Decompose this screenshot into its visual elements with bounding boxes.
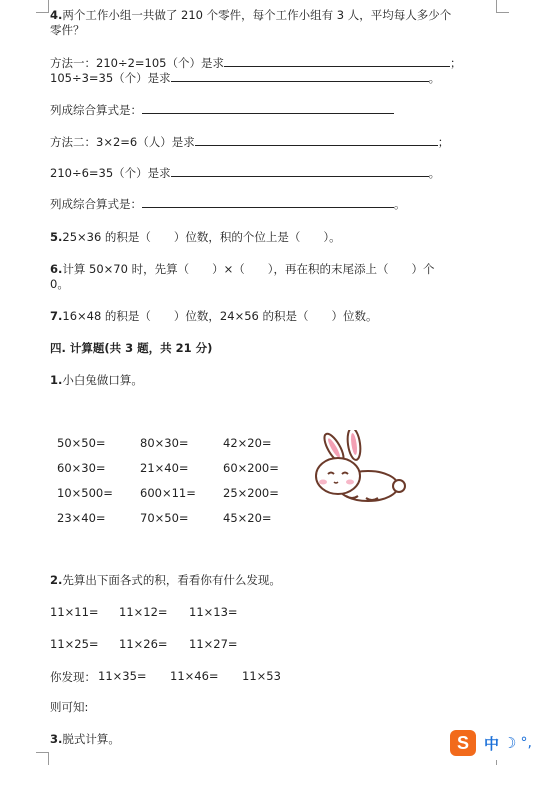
q4-method2b-blank[interactable] <box>171 166 429 177</box>
c3-heading <box>50 732 120 747</box>
q4-combined1-blank[interactable] <box>142 103 394 114</box>
q4-method2a <box>50 135 449 150</box>
mental-math-item: 10×500= <box>57 486 113 500</box>
product-item: 11×46= <box>170 669 219 683</box>
corner-mark-top-right <box>496 0 509 13</box>
q7 <box>50 309 378 324</box>
q4-method1b <box>50 71 440 86</box>
q4-method2a-blank[interactable] <box>195 135 438 146</box>
q7-number: 7. <box>50 309 63 323</box>
q4-line2: 零件？ <box>50 23 85 37</box>
mental-math-item: 23×40= <box>57 511 106 525</box>
q5 <box>50 230 341 245</box>
ime-mode-toggle[interactable]: 中 <box>484 734 500 753</box>
ime-punctuation-icon[interactable]: °, <box>520 735 532 751</box>
q6-line2: 0。 <box>50 277 69 291</box>
mental-math-item: 600×11= <box>140 486 196 500</box>
ime-halfwidth-icon[interactable]: ☽ <box>503 734 517 752</box>
q4-text-line1: 两个工作小组一共做了 210 个零件，每个工作小组有 3 人，平均每人多少个 <box>62 8 452 22</box>
q6-text-line1: 计算 50×70 时，先算（ ）×（ ），再在积的末尾添上（ ）个 <box>62 262 435 276</box>
q4-method2b-end: 。 <box>428 166 441 180</box>
q4-method1b-blank[interactable] <box>171 71 429 82</box>
q6-number: 6. <box>50 262 63 276</box>
ime-toolbar[interactable] <box>450 726 548 760</box>
q7-text: 16×48 的积是（ ）位数，24×56 的积是（ ）位数。 <box>62 309 378 323</box>
c2-number: 2. <box>50 573 63 587</box>
q4-method2a-end: ； <box>437 135 450 149</box>
q4-method2b <box>50 166 440 181</box>
c1-heading <box>50 373 143 388</box>
q5-text: 25×36 的积是（ ）位数，积的个位上是（ ）。 <box>62 230 341 244</box>
discover-label: 你发现： <box>50 670 96 684</box>
q4-line1 <box>50 8 451 23</box>
q4-combined1-label: 列成综合算式是： <box>50 103 142 117</box>
product-item: 11×25= <box>50 637 99 651</box>
q4-method1b-end: 。 <box>428 71 441 85</box>
q4-method2b-text: 210÷6=35（个）是求 <box>50 166 171 180</box>
mental-math-item: 60×30= <box>57 461 106 475</box>
c3-title: 脱式计算。 <box>62 732 120 746</box>
c1-title: 小白兔做口算。 <box>62 373 143 387</box>
q5-number: 5. <box>50 230 63 244</box>
q4-combined2-blank[interactable] <box>142 197 394 208</box>
section4-title: 四. 计算题(共 3 题，共 21 分) <box>50 341 213 355</box>
product-item: 11×26= <box>119 637 168 651</box>
product-item: 11×35= <box>98 669 147 683</box>
corner-mark-top-left <box>36 0 49 13</box>
mental-math-item: 80×30= <box>140 436 189 450</box>
product-item: 11×53 <box>242 669 281 683</box>
rabbit-illustration <box>306 430 406 506</box>
q4-combined2 <box>50 197 406 212</box>
product-item: 11×11= <box>50 605 99 619</box>
q4-combined2-end: 。 <box>394 197 406 211</box>
q4-method1a-end: ； <box>450 56 462 70</box>
c2-title: 先算出下面各式的积，看看你有什么发现。 <box>62 573 281 587</box>
mental-math-item: 42×20= <box>223 436 272 450</box>
conclusion-label: 则可知: <box>50 700 89 714</box>
q4-combined1 <box>50 103 394 118</box>
ime-logo-icon[interactable]: S <box>450 730 476 756</box>
q4-method1b-text: 105÷3=35（个）是求 <box>50 71 171 85</box>
q4-number: 4. <box>50 8 63 22</box>
q4-method1a-blank[interactable] <box>224 56 450 67</box>
q4-combined2-label: 列成综合算式是： <box>50 197 142 211</box>
q4-method1a <box>50 56 462 71</box>
c1-number: 1. <box>50 373 63 387</box>
c3-number: 3. <box>50 732 63 746</box>
q4-method1a-text: 方法一：210÷2=105（个）是求 <box>50 56 224 70</box>
q4-method2a-text: 方法二：3×2=6（人）是求 <box>50 135 195 149</box>
corner-mark-bottom-left <box>36 752 49 765</box>
product-item: 11×27= <box>189 637 238 651</box>
product-item: 11×13= <box>189 605 238 619</box>
mental-math-item: 25×200= <box>223 486 279 500</box>
c2-heading <box>50 573 281 588</box>
mental-math-item: 21×40= <box>140 461 189 475</box>
mental-math-item: 60×200= <box>223 461 279 475</box>
q6-line1 <box>50 262 434 277</box>
mental-math-item: 50×50= <box>57 436 106 450</box>
mental-math-item: 45×20= <box>223 511 272 525</box>
product-item: 11×12= <box>119 605 168 619</box>
mental-math-item: 70×50= <box>140 511 189 525</box>
